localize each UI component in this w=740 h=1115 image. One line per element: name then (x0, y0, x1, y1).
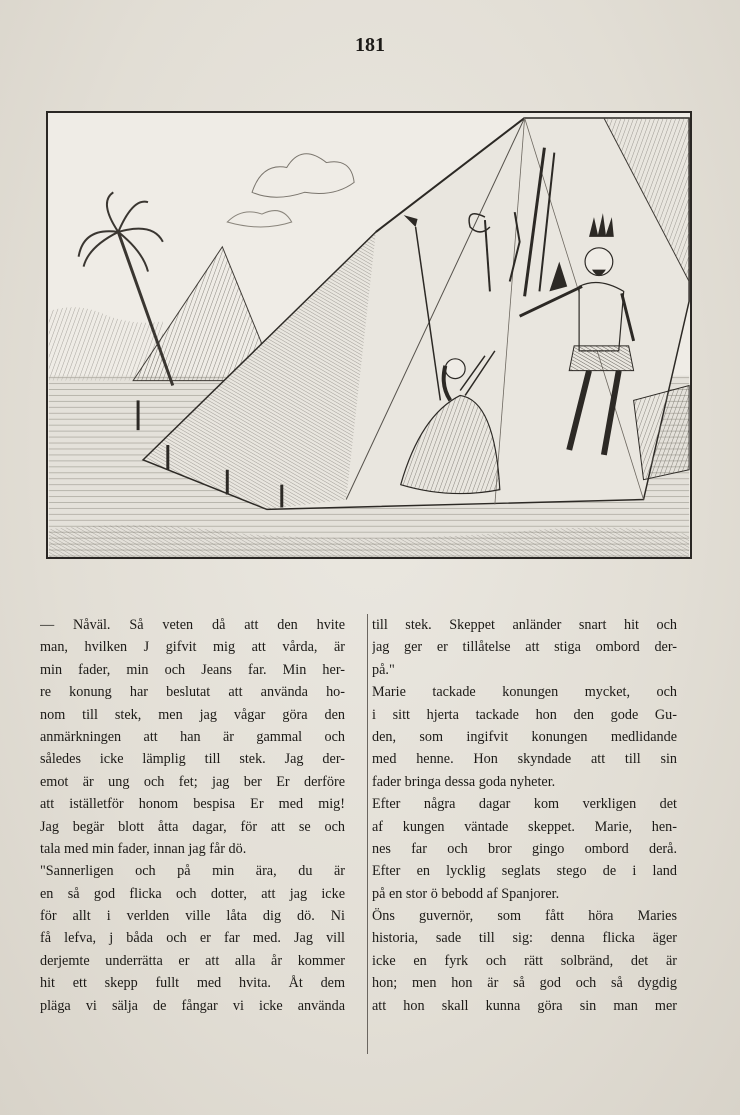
right-text-column (372, 614, 677, 1017)
text-line: Efter en lycklig seglats stego de i land (372, 863, 677, 880)
text-line: emot är ung och fet; jag ber Er derföre (40, 773, 345, 790)
text-line: Marie tackade konungen mycket, och (372, 684, 677, 701)
text-line: med henne. Hon skyndade att till sin (372, 751, 677, 768)
text-line: till stek. Skeppet anländer snart hit och (372, 617, 677, 633)
text-line: nes far och bror gingo ombord derå. (372, 840, 677, 857)
text-line: för allt i verlden ville låta dig dö. Ni (40, 908, 345, 925)
text-line: Efter några dagar kom verkligen det (372, 796, 677, 813)
text-line: re konung har beslutat att använda ho- (40, 684, 345, 701)
text-line: "Sannerligen och på min ära, du är (40, 863, 345, 880)
text-line: Öns guvernör, som fått höra Maries (372, 908, 677, 925)
text-line: således icke lämplig till stek. Jag der- (40, 751, 345, 768)
text-line: anmärkningen att han är gammal och (40, 728, 345, 745)
text-line: att iställetför honom bespisa Er med mig! (40, 796, 345, 813)
text-line: man, hvilken J gifvit mig att vårda, är (40, 639, 345, 656)
text-line: att hon skall kunna göra sin man mer (372, 997, 677, 1014)
text-line: på." (372, 661, 395, 678)
text-line: nom till stek, men jag vågar göra den (40, 706, 345, 723)
text-line: hit ett skepp fullt med hvita. Åt dem (40, 975, 345, 992)
text-line: fader bringa dessa goda nyheter. (372, 773, 556, 790)
text-line: i sitt hjerta tackade hon den gode Gu- (372, 706, 677, 723)
text-line: Jag begär blott åtta dagar, för att se och (40, 818, 345, 835)
engraving-illustration (46, 111, 692, 559)
text-line: den, som ingifvit konungen medlidande (372, 728, 677, 745)
text-line: hon; men hon är så god och så dygdig (372, 975, 677, 992)
text-line: få lefva, j båda och er far med. Jag vill (40, 930, 345, 947)
text-line: af kungen väntade skeppet. Marie, hen- (372, 818, 677, 835)
text-line: på en stor ö bebodd af Spanjorer. (372, 885, 560, 902)
engraving-svg (48, 113, 690, 557)
text-line: — Nåväl. Så veten då att den hvite (40, 617, 345, 633)
text-line: min fader, min och Jeans far. Min her- (40, 661, 345, 678)
text-line: tala med min fader, innan jag får dö. (40, 840, 247, 857)
text-line: icke en fyrk och rätt solbränd, det är (372, 952, 677, 969)
column-divider (367, 614, 368, 1054)
text-line: derjemte underrätta er att alla år kommer (40, 952, 345, 969)
text-line: pläga vi sälja de fångar vi icke använda (40, 997, 345, 1014)
text-line: jag ger er tillåtelse att stiga ombord der- (372, 639, 677, 656)
text-line: historia, sade till sig: denna flicka äger (372, 930, 677, 947)
page-number: 181 (355, 34, 385, 56)
text-line: en så god flicka och dotter, att jag icke (40, 885, 345, 902)
left-text-column (40, 614, 345, 1017)
